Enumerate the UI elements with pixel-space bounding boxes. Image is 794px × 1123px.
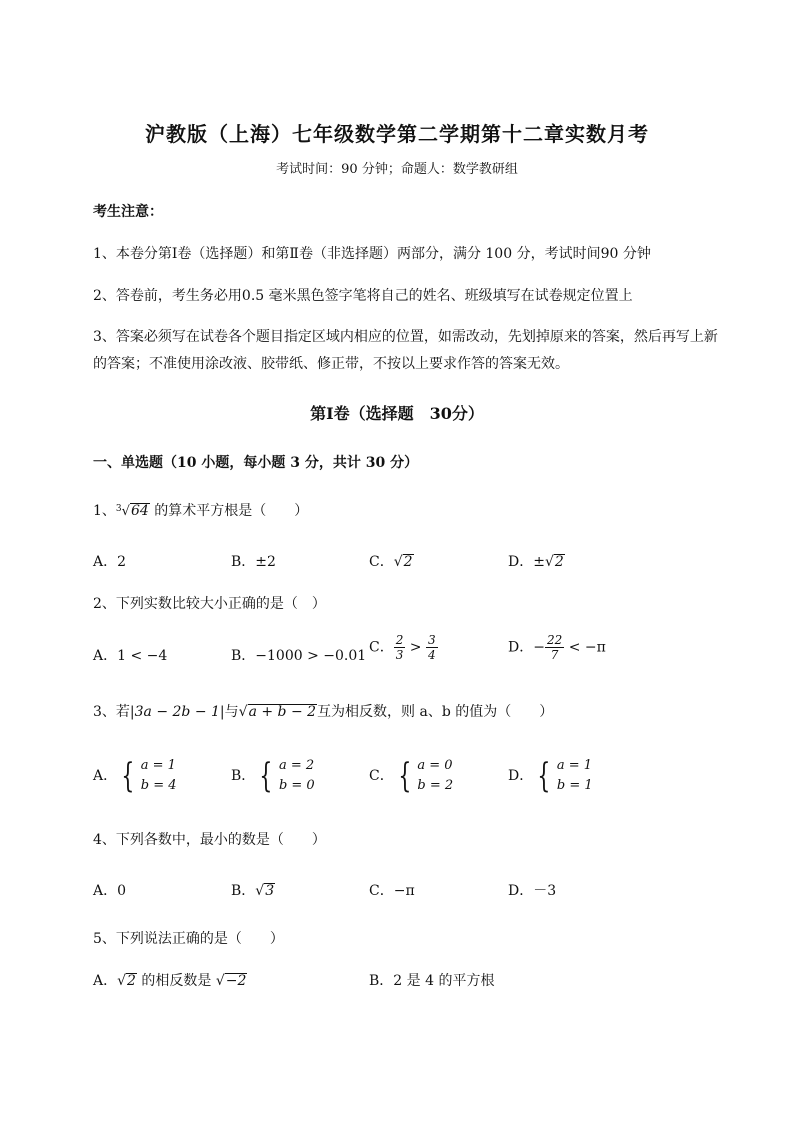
- q2-c-fraction-2: $\frac{3}{4}$: [428, 633, 436, 662]
- q2-option-b[interactable]: B．−1000 > −0.01: [231, 648, 367, 664]
- q1-option-c-label: C．: [369, 554, 394, 570]
- notice-item-2: 2、答卷前，考生务必用0.5 毫米黑色签字笔将自己的姓名、班级填写在试卷规定位置上: [93, 288, 633, 304]
- q3-d-system: { a = 1 b = 1: [537, 756, 593, 796]
- question-1-stem: 1、$^3$√64 的算术平方根是（ ）: [93, 503, 309, 519]
- q3-option-a[interactable]: A． { a = 1 b = 4: [93, 756, 177, 796]
- q3-option-d[interactable]: D． { a = 1 b = 1: [508, 756, 593, 796]
- question-1-text: 的算术平方根是（ ）: [149, 503, 309, 519]
- q5-a-radicand-2: −2: [225, 973, 247, 989]
- q2-c-operator: >: [405, 639, 426, 656]
- question-4-stem: 4、下列各数中，最小的数是（ ）: [93, 832, 326, 848]
- q1-option-c[interactable]: C．√2: [369, 554, 413, 570]
- notice-item-1: 1、本卷分第Ⅰ卷（选择题）和第Ⅱ卷（非选择题）两部分，满分 100 分，考试时间90 分钟: [93, 246, 651, 262]
- q5-option-b[interactable]: B．2 是 4 的平方根: [369, 973, 495, 989]
- q1-option-b[interactable]: B．±2: [231, 554, 276, 570]
- q5-a-radicand-1: 2: [127, 973, 136, 989]
- notice-heading: 考生注意：: [93, 204, 163, 220]
- q4-option-c[interactable]: C．−π: [369, 883, 415, 899]
- q3-b-system: { a = 2 b = 0: [259, 756, 315, 796]
- q2-d-fraction: $\frac{22}{7}$: [546, 633, 563, 662]
- q2-c-fraction-1: $\frac{2}{3}$: [395, 633, 404, 662]
- question-5-stem: 5、下列说法正确的是（ ）: [93, 931, 284, 947]
- page-title: 沪教版（上海）七年级数学第二学期第十二章实数月考: [145, 122, 649, 146]
- cube-root-index: 3: [115, 504, 122, 515]
- part-heading: 一、单选题（10 小题，每小题 3 分，共计 30 分）: [93, 455, 419, 471]
- q2-d-rest: < −π: [564, 639, 606, 656]
- q4-option-a[interactable]: A．0: [93, 883, 127, 899]
- q1-option-d-radicand: 2: [554, 554, 564, 570]
- q4-option-b[interactable]: B．√3: [231, 883, 275, 899]
- q5-option-a[interactable]: A．√2 的相反数是 √−2: [93, 973, 247, 989]
- q2-option-c-label: C．: [369, 639, 394, 656]
- q2-option-d-label: D．−: [508, 639, 545, 656]
- q2-option-a[interactable]: A．1 < −4: [93, 648, 168, 664]
- q1-option-a[interactable]: A．2: [93, 554, 127, 570]
- q1-option-c-radicand: 2: [403, 554, 413, 570]
- q3-a-system: { a = 1 b = 4: [121, 756, 177, 796]
- q4-b-radicand: 3: [265, 883, 275, 899]
- q1-option-d[interactable]: D．±√2: [508, 554, 564, 570]
- q1-option-d-label: D．±: [508, 554, 545, 570]
- notice-item-3-line1: 3、答案必须写在试卷各个题目指定区域内相应的位置，如需改动，先划掉原来的答案，然后再写上新: [93, 329, 718, 345]
- q2-option-c[interactable]: [369, 633, 438, 662]
- question-3-stem: 3、若|3a − 2b − 1|与√a + b − 2互为相反数，则 a、b 的值为（ ）: [93, 704, 554, 720]
- q2-option-d[interactable]: [508, 633, 606, 662]
- page-subtitle: 考试时间：90 分钟；命题人：数学教研组: [276, 162, 518, 177]
- q3-c-system: { a = 0 b = 2: [398, 756, 454, 796]
- q3-radicand: a + b − 2: [248, 704, 317, 720]
- q3-option-c[interactable]: C． { a = 0 b = 2: [369, 756, 454, 796]
- q3-absolute-expression: |3a − 2b − 1|: [129, 704, 225, 720]
- q3-option-b[interactable]: B． { a = 2 b = 0: [231, 756, 315, 796]
- question-1-number: 1、: [93, 503, 116, 519]
- question-1-radicand: 64: [130, 503, 149, 519]
- section-title: 第Ⅰ卷（选择题 30分）: [310, 404, 484, 423]
- question-2-stem: 2、下列实数比较大小正确的是（ ）: [93, 596, 326, 612]
- notice-item-3-line2: 的答案；不准使用涂改液、胶带纸、修正带，不按以上要求作答的答案无效。: [93, 356, 569, 372]
- q4-option-d[interactable]: D．－3: [508, 883, 557, 899]
